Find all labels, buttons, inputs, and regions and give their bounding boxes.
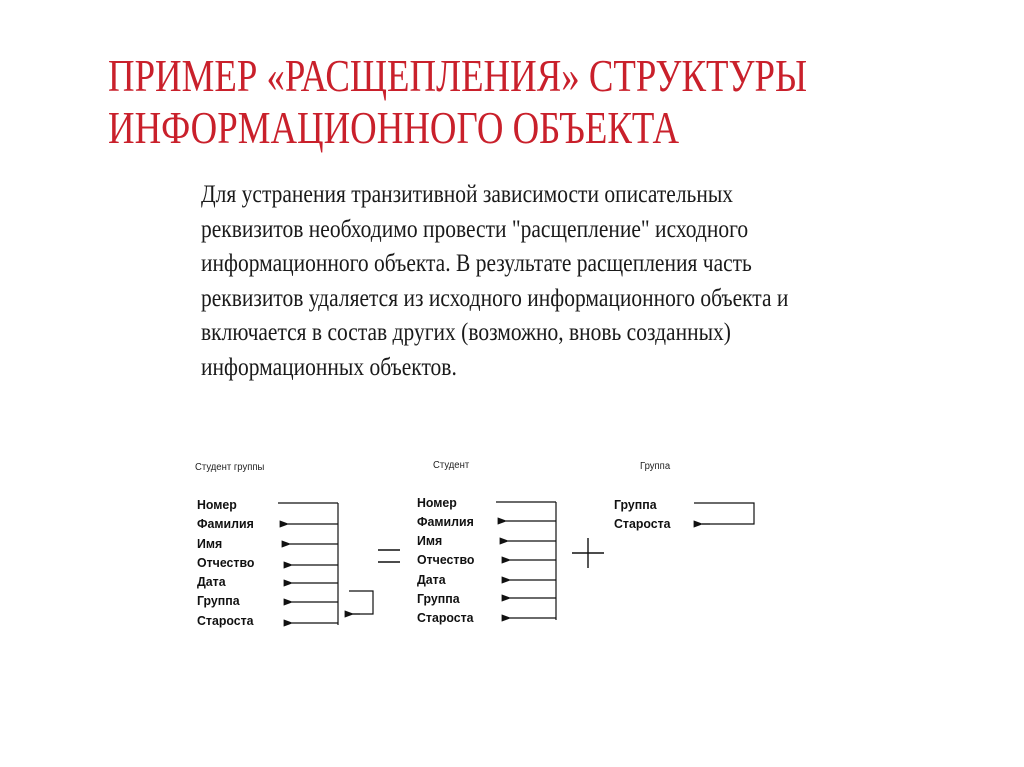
student-field-name: Имя [417, 533, 443, 548]
student-field-surname: Фамилия [417, 514, 474, 529]
source-dependency-lines [278, 503, 373, 625]
group-field-headman: Староста [614, 516, 671, 531]
body-line: включается в состав других (возможно, вновь созданных) [201, 319, 731, 346]
source-field-group: Группа [197, 593, 240, 608]
student-dependency-lines [496, 502, 556, 620]
group-entity-caption: Группа [640, 461, 671, 472]
source-entity-caption: Студент группы [195, 462, 265, 473]
plus-sign [572, 538, 604, 568]
group-dependency-lines [694, 503, 754, 524]
group-field-group: Группа [614, 497, 657, 512]
student-field-number: Номер [417, 495, 457, 510]
student-field-group: Группа [417, 591, 460, 606]
title-line-2: ИНФОРМАЦИОННОГО ОБЪЕКТА [108, 102, 680, 153]
equals-sign [378, 550, 400, 562]
source-field-name: Имя [197, 536, 223, 551]
title-line-1: ПРИМЕР «РАСЩЕПЛЕНИЯ» СТРУКТУРЫ [108, 50, 808, 101]
source-field-patronymic: Отчество [197, 555, 255, 570]
student-field-date: Дата [417, 572, 446, 587]
source-field-surname: Фамилия [197, 516, 254, 531]
student-entity-caption: Студент [433, 460, 470, 471]
source-field-headman: Староста [197, 613, 254, 628]
student-field-patronymic: Отчество [417, 552, 475, 567]
source-field-date: Дата [197, 574, 226, 589]
body-line: информационных объектов. [201, 353, 457, 381]
body-line: реквизитов необходимо провести "расщепление" исходного [201, 215, 749, 243]
body-line: информационного объекта. В результате расщепления часть [201, 250, 752, 277]
body-line: реквизитов удаляется из исходного информационного объекта и [201, 284, 789, 312]
student-field-headman: Староста [417, 610, 474, 625]
body-line: Для устранения транзитивной зависимости описательных [201, 181, 734, 208]
source-field-number: Номер [197, 497, 237, 512]
